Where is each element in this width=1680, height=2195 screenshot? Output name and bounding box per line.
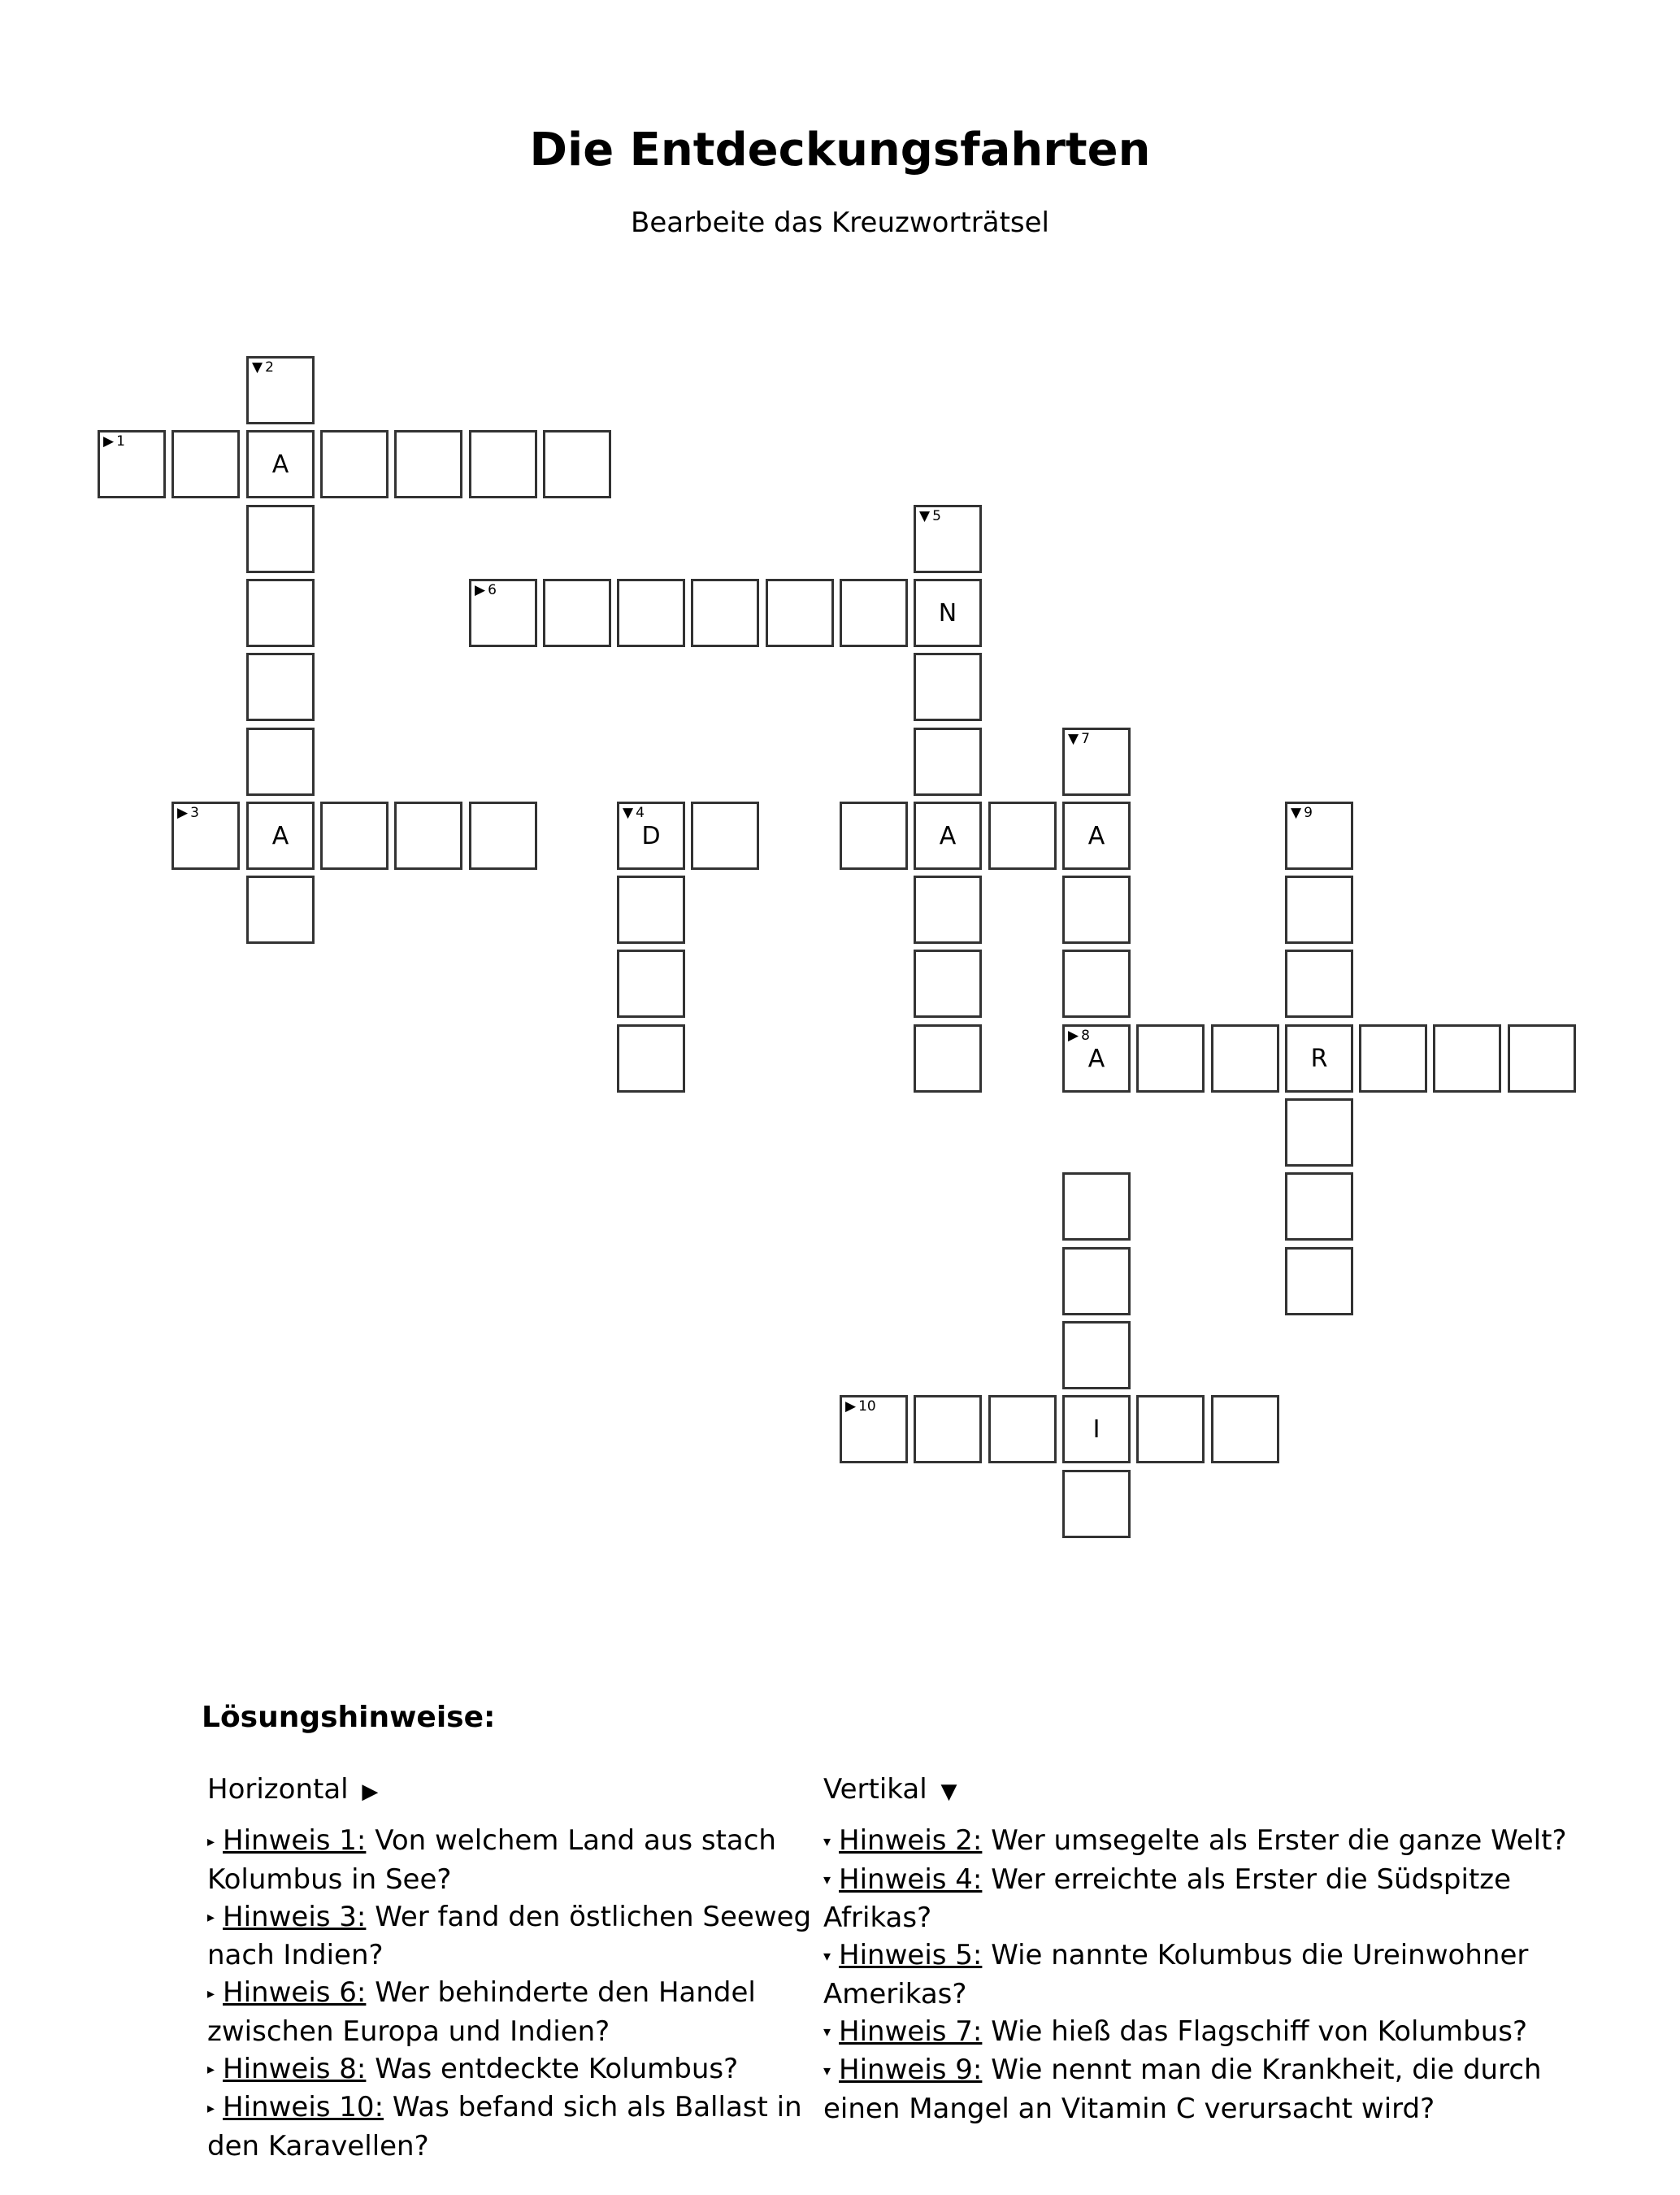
crossword-cell[interactable] — [691, 579, 759, 647]
horizontal-clue-list — [207, 1822, 817, 2165]
crossword-cell[interactable] — [469, 802, 537, 870]
across-arrow-icon: ▶ — [1068, 1028, 1079, 1044]
cell-letter: A — [1087, 1045, 1105, 1073]
clue-link[interactable]: Hinweis 7: — [839, 2015, 983, 2048]
crossword-cell[interactable] — [1285, 1024, 1353, 1093]
crossword-cell[interactable] — [1062, 876, 1131, 944]
cell-letter: R — [1310, 1045, 1328, 1073]
down-arrow-icon: ▼ — [919, 508, 931, 524]
crossword-cell[interactable] — [1062, 802, 1131, 870]
crossword-cell[interactable] — [1285, 950, 1353, 1018]
bullet-arrow-icon: ▸ — [207, 1909, 215, 1926]
clue-text: Wer umsegelte als Erster die ganze Welt? — [982, 1824, 1567, 1857]
crossword-cell[interactable] — [246, 356, 315, 424]
bullet-arrow-icon: ▸ — [207, 2099, 215, 2117]
clue-number: 6 — [488, 582, 497, 598]
crossword-cell[interactable] — [914, 728, 982, 796]
clue-number-across — [1068, 1028, 1090, 1043]
crossword-cell[interactable] — [840, 1395, 908, 1463]
clue-text: Wie nennt man die Krankheit, die durch einen Mangel an Vitamin C verursacht wird? — [823, 2054, 1542, 2125]
clue-text: Was befand sich als Ballast in den Karavellen? — [207, 2091, 802, 2162]
bullet-arrow-icon: ▸ — [207, 1984, 215, 2002]
crossword-cell[interactable] — [617, 579, 685, 647]
crossword-cell[interactable] — [1285, 1172, 1353, 1241]
clue-number-across — [475, 583, 497, 598]
crossword-cell[interactable] — [543, 430, 611, 498]
crossword-cell[interactable] — [914, 653, 982, 721]
down-arrow-icon: ▼ — [1291, 805, 1302, 821]
vertical-label: Vertikal — [823, 1773, 927, 1806]
across-arrow-icon: ▶ — [845, 1398, 857, 1415]
crossword-cell[interactable] — [246, 505, 315, 573]
crossword-cell[interactable] — [1433, 1024, 1501, 1093]
clue-number-down — [623, 806, 645, 820]
down-arrow-icon: ▼ — [1068, 731, 1079, 747]
clue-number: 3 — [190, 805, 199, 821]
clue-item — [823, 1936, 1604, 2013]
cell-letter: I — [1092, 1415, 1100, 1444]
horizontal-heading — [207, 1771, 817, 1810]
crossword-cell[interactable] — [171, 802, 240, 870]
across-arrow-icon: ▶ — [362, 1780, 379, 1804]
clue-link[interactable]: Hinweis 2: — [839, 1824, 983, 1857]
hints-heading: Lösungshinweise: — [202, 1701, 496, 1734]
crossword-cell[interactable] — [1062, 1321, 1131, 1389]
crossword-cell[interactable] — [617, 950, 685, 1018]
cell-letter: A — [1087, 822, 1105, 850]
bullet-arrow-icon: ▸ — [207, 1832, 215, 1850]
clue-number-across — [103, 434, 125, 449]
clue-number-across — [845, 1399, 876, 1414]
across-arrow-icon: ▶ — [103, 433, 115, 450]
clue-text: Was entdeckte Kolumbus? — [366, 2052, 739, 2085]
cell-letter: A — [939, 822, 957, 850]
clue-number: 10 — [858, 1398, 876, 1415]
clue-link[interactable]: Hinweis 8: — [223, 2052, 367, 2085]
crossword-cell[interactable] — [988, 1395, 1057, 1463]
crossword-cell[interactable] — [1136, 1024, 1205, 1093]
clue-number: 2 — [265, 359, 274, 376]
crossword-cell[interactable] — [1062, 1395, 1131, 1463]
crossword-cell[interactable] — [1062, 1247, 1131, 1315]
crossword-cell[interactable] — [246, 653, 315, 721]
crossword-cell[interactable] — [914, 1024, 982, 1093]
clue-text: Wie nannte Kolumbus die Ureinwohner Amerikas? — [823, 1939, 1529, 2010]
crossword-cell[interactable] — [1062, 1470, 1131, 1538]
crossword-cell[interactable] — [320, 802, 389, 870]
bullet-arrow-icon: ▾ — [823, 1947, 831, 1965]
crossword-cell[interactable] — [1136, 1395, 1205, 1463]
crossword-cell[interactable] — [1285, 1098, 1353, 1167]
clue-item — [207, 1898, 817, 1975]
crossword-cell[interactable] — [766, 579, 834, 647]
crossword-cell[interactable] — [914, 579, 982, 647]
crossword-cell[interactable] — [171, 430, 240, 498]
down-arrow-icon: ▼ — [252, 359, 263, 376]
down-arrow-icon: ▼ — [623, 805, 634, 821]
crossword-cell[interactable] — [246, 876, 315, 944]
clue-number: 9 — [1304, 805, 1313, 821]
crossword-cell[interactable] — [914, 876, 982, 944]
page-title: Die Entdeckungsfahrten — [529, 124, 1151, 176]
crossword-cell[interactable] — [840, 579, 908, 647]
clue-item — [823, 1822, 1604, 1861]
clue-number-down — [919, 509, 941, 524]
cell-letter: A — [271, 822, 289, 850]
across-arrow-icon: ▶ — [177, 805, 189, 821]
bullet-arrow-icon: ▾ — [823, 1832, 831, 1850]
vertical-clues-column — [823, 1771, 1604, 2128]
crossword-cell[interactable] — [1062, 1024, 1131, 1093]
clue-item — [823, 1861, 1604, 1937]
clue-item — [207, 2089, 817, 2165]
crossword-cell[interactable] — [914, 802, 982, 870]
crossword-cell[interactable] — [1285, 802, 1353, 870]
crossword-cell[interactable] — [1285, 876, 1353, 944]
clue-link[interactable]: Hinweis 4: — [839, 1862, 983, 1896]
clue-number: 1 — [116, 433, 125, 450]
bullet-arrow-icon: ▾ — [823, 2023, 831, 2041]
clue-item — [207, 1974, 817, 2050]
clue-link[interactable]: Hinweis 1: — [223, 1824, 367, 1857]
crossword-cell[interactable] — [469, 430, 537, 498]
clue-link[interactable]: Hinweis 9: — [839, 2054, 983, 2086]
crossword-cell[interactable] — [1211, 1024, 1279, 1093]
page-subtitle: Bearbeite das Kreuzworträtsel — [631, 206, 1049, 239]
vertical-clue-list — [823, 1822, 1604, 2128]
bullet-arrow-icon: ▾ — [823, 2062, 831, 2080]
crossword-cell[interactable] — [840, 802, 908, 870]
crossword-cell[interactable] — [1285, 1247, 1353, 1315]
crossword-cell[interactable] — [320, 430, 389, 498]
crossword-cell[interactable] — [543, 579, 611, 647]
crossword-cell[interactable] — [914, 505, 982, 573]
clue-number-across — [177, 806, 199, 820]
crossword-cell[interactable] — [394, 430, 462, 498]
horizontal-label: Horizontal — [207, 1773, 349, 1806]
clue-item — [207, 1822, 817, 1898]
clue-text: Von welchem Land aus stach Kolumbus in See? — [207, 1824, 776, 1896]
crossword-cell[interactable] — [1359, 1024, 1427, 1093]
clue-text: Wer erreichte als Erster die Südspitze Afrikas? — [823, 1862, 1512, 1934]
clue-item — [823, 2051, 1604, 2128]
clue-text: Wie hieß das Flagschiff von Kolumbus? — [982, 2015, 1528, 2048]
cell-letter: N — [938, 599, 957, 628]
crossword-cell[interactable] — [617, 876, 685, 944]
bullet-arrow-icon: ▸ — [207, 2061, 215, 2078]
crossword-cell[interactable] — [617, 802, 685, 870]
clue-number-down — [1068, 732, 1090, 746]
clue-number: 8 — [1081, 1028, 1090, 1044]
crossword-cell[interactable] — [246, 430, 315, 498]
clue-link[interactable]: Hinweis 3: — [223, 1900, 367, 1933]
crossword-cell[interactable] — [469, 579, 537, 647]
across-arrow-icon: ▶ — [475, 582, 486, 598]
crossword-cell[interactable] — [246, 579, 315, 647]
down-arrow-icon: ▼ — [940, 1780, 957, 1804]
horizontal-clues-column — [207, 1771, 817, 2165]
crossword-cell[interactable] — [988, 802, 1057, 870]
clue-item — [207, 2050, 817, 2089]
crossword-cell[interactable] — [617, 1024, 685, 1093]
clue-link[interactable]: Hinweis 6: — [223, 1976, 367, 2009]
crossword-cell[interactable] — [1508, 1024, 1576, 1093]
crossword-cell[interactable] — [394, 802, 462, 870]
clue-number: 5 — [932, 508, 941, 524]
cell-letter: A — [271, 450, 289, 479]
clue-text: Wer behinderte den Handel zwischen Europa und Indien? — [207, 1976, 756, 2048]
crossword-cell[interactable] — [691, 802, 759, 870]
crossword-cell[interactable] — [246, 802, 315, 870]
clue-text: Wer fand den östlichen Seeweg nach Indien? — [207, 1900, 812, 1971]
clue-item — [823, 2013, 1604, 2052]
crossword-cell[interactable] — [98, 430, 166, 498]
clue-number: 4 — [636, 805, 645, 821]
clue-link[interactable]: Hinweis 5: — [839, 1939, 983, 1971]
clue-link[interactable]: Hinweis 10: — [223, 2091, 384, 2123]
crossword-cell[interactable] — [1062, 1172, 1131, 1241]
crossword-cell[interactable] — [246, 728, 315, 796]
crossword-cell[interactable] — [914, 950, 982, 1018]
bullet-arrow-icon: ▾ — [823, 1871, 831, 1889]
clue-number-down — [252, 360, 274, 375]
clue-number-down — [1291, 806, 1313, 820]
crossword-cell[interactable] — [914, 1395, 982, 1463]
cell-letter: D — [641, 822, 661, 850]
vertical-heading — [823, 1771, 1604, 1810]
crossword-cell[interactable] — [1062, 728, 1131, 796]
clue-number: 7 — [1081, 731, 1090, 747]
crossword-cell[interactable] — [1062, 950, 1131, 1018]
crossword-cell[interactable] — [1211, 1395, 1279, 1463]
